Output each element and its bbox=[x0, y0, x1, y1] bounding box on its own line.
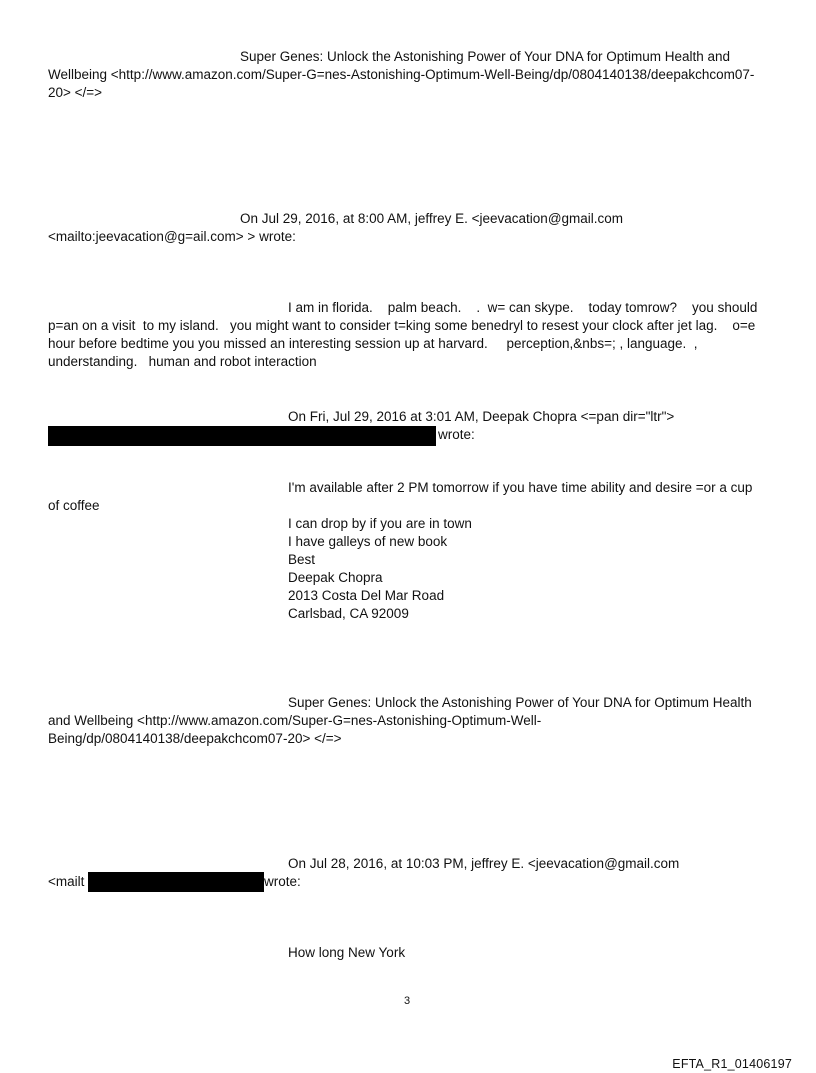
page-number: 3 bbox=[404, 995, 411, 1007]
message-body-line: of coffee bbox=[48, 498, 100, 513]
book-link-line: Wellbeing <http://www.amazon.com/Super-G=nes-Astonishing-Optimum-Well-Being/dp/0804140138/deepakchcom07- bbox=[48, 67, 755, 82]
email-header-line: On Jul 28, 2016, at 10:03 PM, jeffrey E. <jeevacation@gmail.com bbox=[288, 856, 680, 871]
email-header-line: On Fri, Jul 29, 2016 at 3:01 AM, Deepak Chopra <=pan dir="ltr"> bbox=[288, 409, 675, 424]
signature-address: 2013 Costa Del Mar Road bbox=[288, 588, 445, 603]
signature-city: Carlsbad, CA 92009 bbox=[288, 606, 409, 621]
book-link-line: and Wellbeing <http://www.amazon.com/Super-G=nes-Astonishing-Optimum-Well- bbox=[48, 713, 542, 728]
message-body-line: hour before bedtime you you missed an interesting session up at harvard. perception,&nbs=; , language. , bbox=[48, 336, 698, 351]
email-header-wrote: wrote: bbox=[264, 874, 301, 889]
redaction-bar bbox=[88, 872, 264, 892]
signature-closing: Best bbox=[288, 552, 316, 567]
message-body-line: I'm available after 2 PM tomorrow if you have time ability and desire =or a cup bbox=[288, 480, 753, 495]
signature-name: Deepak Chopra bbox=[288, 570, 383, 585]
message-body-line: I have galleys of new book bbox=[288, 534, 448, 549]
message-body-line: p=an on a visit to my island. you might want to consider t=king some benedryl to resest your clock after jet lag. o=e bbox=[48, 318, 756, 333]
document-id-footer: EFTA_R1_01406197 bbox=[672, 1057, 792, 1071]
redaction-bar bbox=[48, 426, 436, 446]
email-header-mailto: <mailt bbox=[48, 874, 85, 889]
book-title-line: Super Genes: Unlock the Astonishing Power of Your DNA for Optimum Health bbox=[288, 695, 752, 710]
email-header-line: On Jul 29, 2016, at 8:00 AM, jeffrey E. <jeevacation@gmail.com bbox=[240, 211, 624, 226]
book-title-line: Super Genes: Unlock the Astonishing Power of Your DNA for Optimum Health and bbox=[240, 49, 731, 64]
book-link-line-end: 20> </=> bbox=[48, 85, 103, 100]
book-link-line-end: Being/dp/0804140138/deepakchcom07-20> </=> bbox=[48, 731, 342, 746]
email-header-wrote: wrote: bbox=[438, 427, 475, 442]
message-body-line: I am in florida. palm beach. . w= can skype. today tomrow? you should bbox=[288, 300, 758, 315]
message-body-line: How long New York bbox=[288, 945, 406, 960]
message-body-line: understanding. human and robot interaction bbox=[48, 354, 317, 369]
message-body-line: I can drop by if you are in town bbox=[288, 516, 472, 531]
email-header-mailto: <mailto:jeevacation@g=ail.com> > wrote: bbox=[48, 229, 296, 244]
